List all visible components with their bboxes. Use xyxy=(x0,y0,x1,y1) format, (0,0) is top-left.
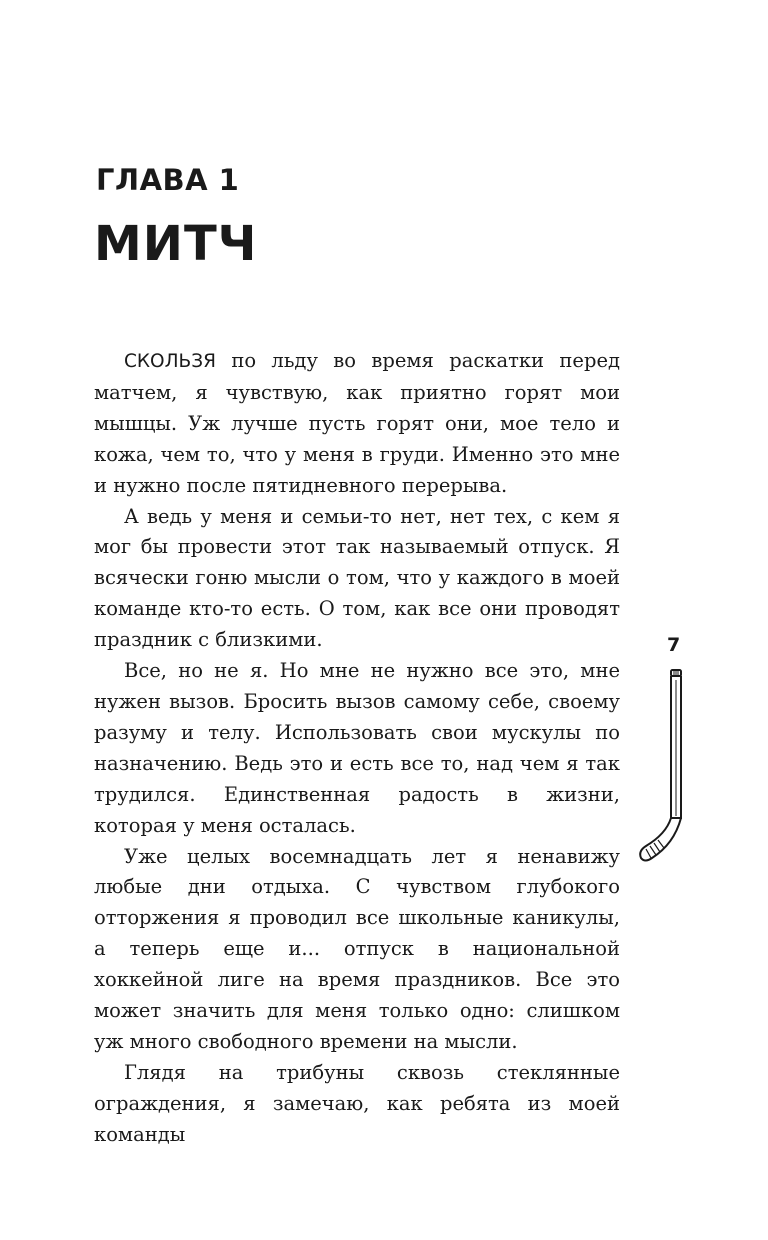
body-text xyxy=(94,346,620,1151)
paragraph-2: А ведь у меня и семьи-то нет, нет тех, с кем я мог бы провести этот так называемый отпуск. Я всячески гоню мысли о том, что у каждого в моей команде кто-то есть. О том, как все они проводят праздник с близкими. xyxy=(94,504,620,652)
chapter-title: МИТЧ xyxy=(94,216,258,272)
paragraph-4: Уже целых восемнадцать лет я ненавижу любые дни отдыха. С чувством глубокого отторжения я проводил все школьные каникулы, а теперь еще и... отпуск в национальной хоккейной лиге на время праздников. Все это может значить для меня только одно: слишком уж много свободного времени на мысли. xyxy=(94,844,620,1053)
hockey-stick-icon xyxy=(636,668,684,866)
paragraph-1 xyxy=(94,346,620,502)
chapter-label: ГЛАВА 1 xyxy=(96,163,240,197)
paragraph-3: Все, но не я. Но мне не нужно все это, мне нужен вызов. Бросить вызов самому себе, своему разуму и телу. Использовать свои мускулы по назначению. Ведь это и есть все то, над чем я так трудился. Единственная радость в жизни, которая у меня осталась. xyxy=(94,659,620,837)
paragraph-5: Глядя на трибуны сквозь стеклянные ограждения, я замечаю, как ребята из моей команды xyxy=(94,1060,620,1146)
paragraph-text: по льду во время раскатки перед матчем, я чувствую, как приятно горят мои мышцы. Уж лучше пусть горят они, мое тело и кожа, чем то, что у меня в груди. Именно это мне и нужно после пятидневного перерыва. xyxy=(94,349,620,497)
first-word: СКОЛЬЗЯ xyxy=(124,351,216,372)
page-number: 7 xyxy=(667,634,681,656)
